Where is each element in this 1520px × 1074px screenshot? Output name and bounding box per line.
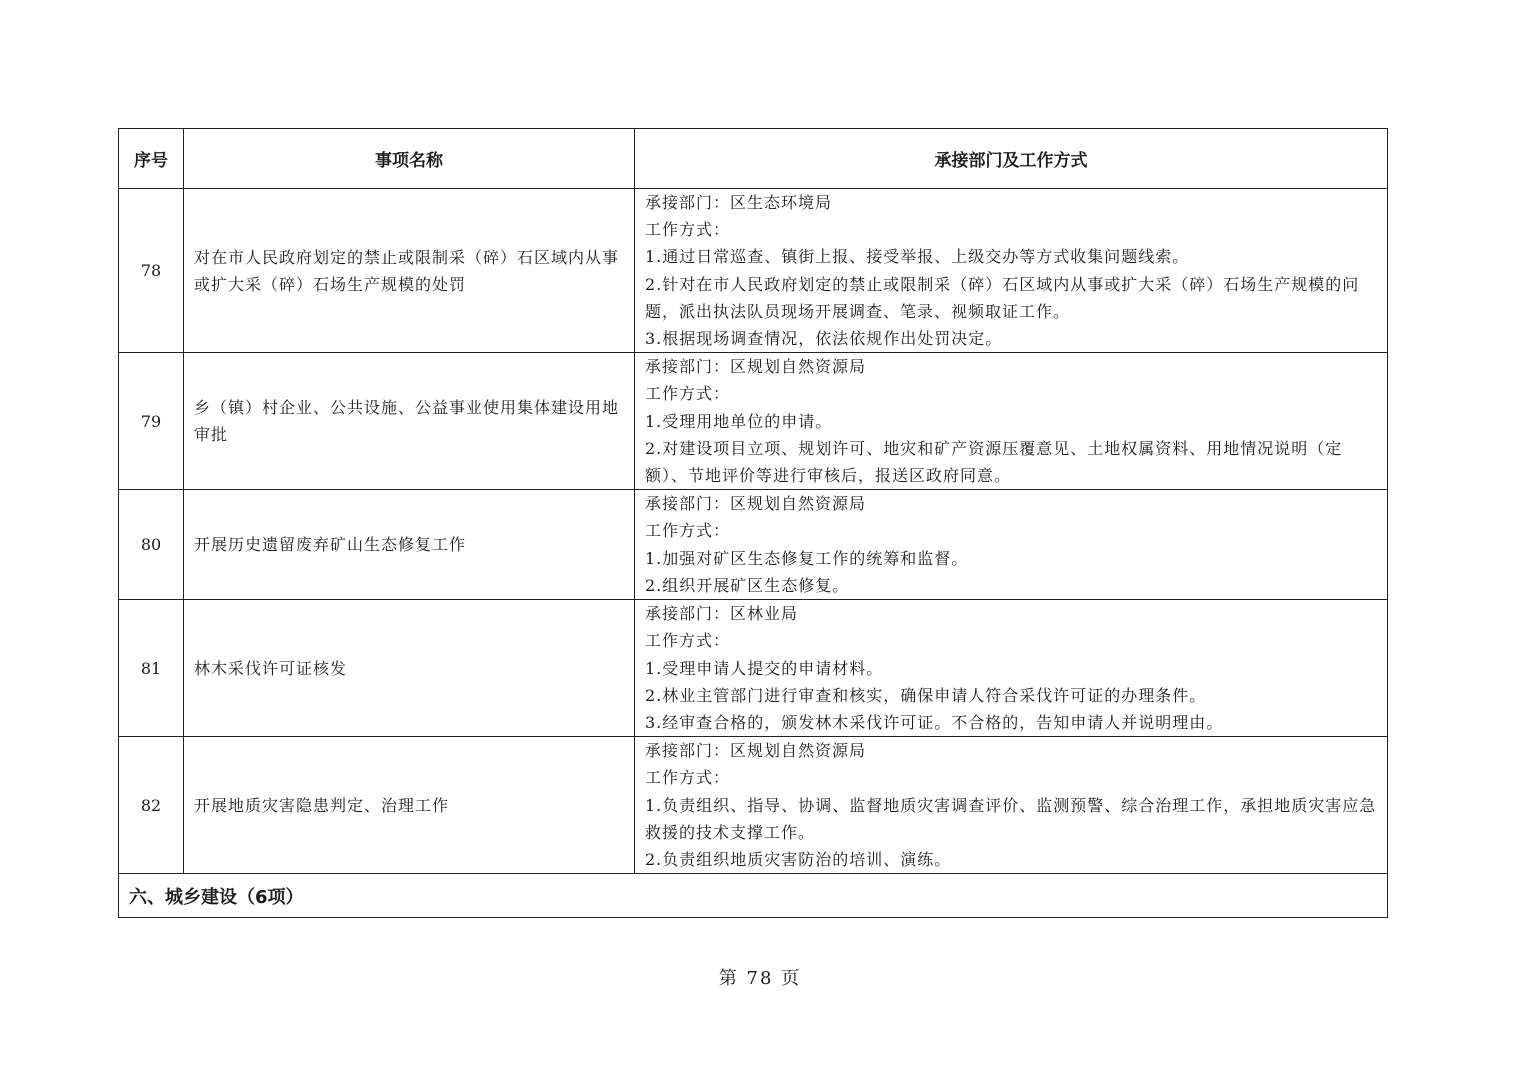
dept-line: 2.对建设项目立项、规划许可、地灾和矿产资源压覆意见、土地权属资料、用地情况说明（定额）、节地评价等进行审核后，报送区政府同意。: [645, 438, 1343, 486]
items-table: [118, 128, 1388, 918]
section-heading-row: [119, 874, 1388, 918]
section-heading: 六、城乡建设（6项）: [119, 874, 1388, 918]
row-dept-method: [635, 490, 1388, 600]
dept-line: 3.经审查合格的，颁发林木采伐许可证。不合格的，告知申请人并说明理由。: [645, 713, 1224, 733]
header-name: 事项名称: [184, 129, 635, 189]
row-item-name: 对在市人民政府划定的禁止或限制采（碎）石区域内从事或扩大采（碎）石场生产规模的处罚: [184, 189, 635, 353]
table-row: [119, 737, 1388, 874]
dept-line: 工作方式：: [645, 631, 731, 651]
dept-line: 1.受理用地单位的申请。: [645, 411, 833, 431]
row-dept-method: [635, 189, 1388, 353]
dept-line: 2.负责组织地质灾害防治的培训、演练。: [645, 850, 952, 870]
dept-line: 3.根据现场调查情况，依法依规作出处罚决定。: [645, 329, 1003, 349]
dept-line: 承接部门：区生态环境局: [645, 193, 833, 212]
table-row: [119, 353, 1388, 490]
row-dept-method: [635, 737, 1388, 874]
row-item-name: 开展历史遗留废弃矿山生态修复工作: [184, 490, 635, 600]
table-row: [119, 189, 1388, 353]
row-seq: 79: [119, 353, 184, 490]
header-row: [119, 129, 1388, 189]
dept-line: 2.组织开展矿区生态修复。: [645, 575, 850, 595]
row-seq: 78: [119, 189, 184, 353]
dept-line: 工作方式：: [645, 384, 731, 404]
row-item-name: 开展地质灾害隐患判定、治理工作: [184, 737, 635, 874]
header-seq: 序号: [119, 129, 184, 189]
dept-line: 工作方式：: [645, 521, 731, 541]
dept-line: 2.针对在市人民政府划定的禁止或限制采（碎）石区域内从事或扩大采（碎）石场生产规模的问题，派出执法队员现场开展调查、笔录、视频取证工作。: [645, 274, 1360, 321]
dept-line: 承接部门：区规划自然资源局: [645, 741, 867, 761]
row-dept-method: [635, 353, 1388, 490]
table-row: [119, 600, 1388, 737]
dept-line: 1.受理申请人提交的申请材料。: [645, 658, 884, 678]
row-seq: 80: [119, 490, 184, 600]
page-number: 第 78 页: [718, 968, 802, 989]
table-row: [119, 490, 1388, 600]
header-dept: 承接部门及工作方式: [635, 129, 1388, 189]
dept-line: 1.加强对矿区生态修复工作的统筹和监督。: [645, 548, 969, 568]
row-seq: 81: [119, 600, 184, 737]
row-item-name: 乡（镇）村企业、公共设施、公益事业使用集体建设用地审批: [184, 353, 635, 490]
dept-line: 承接部门：区林业局: [645, 604, 799, 624]
row-item-name: 林木采伐许可证核发: [184, 600, 635, 737]
dept-line: 2.林业主管部门进行审查和核实，确保申请人符合采伐许可证的办理条件。: [645, 685, 1207, 705]
row-seq: 82: [119, 737, 184, 874]
dept-line: 1.通过日常巡查、镇街上报、接受举报、上级交办等方式收集问题线索。: [645, 247, 1190, 267]
dept-line: 承接部门：区规划自然资源局: [645, 357, 867, 377]
dept-line: 工作方式：: [645, 768, 731, 788]
row-dept-method: [635, 600, 1388, 737]
dept-line: 承接部门：区规划自然资源局: [645, 494, 867, 514]
dept-line: 工作方式：: [645, 220, 731, 240]
dept-line: 1.负责组织、指导、协调、监督地质灾害调查评价、监测预警、综合治理工作，承担地质灾害应急救援的技术支撑工作。: [645, 795, 1377, 842]
